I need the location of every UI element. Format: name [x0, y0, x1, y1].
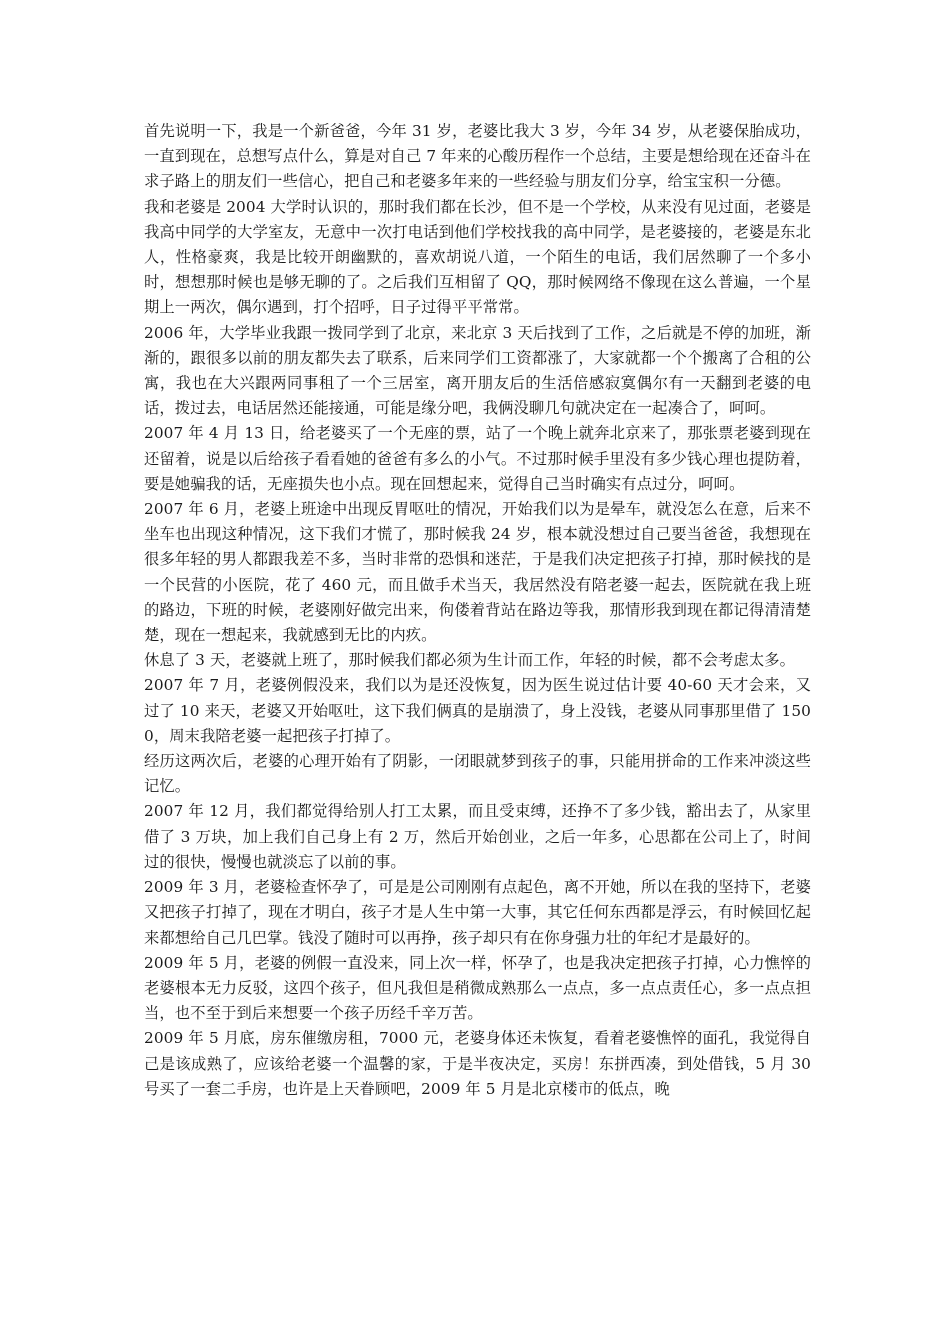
- paragraph-2007-july: 2007 年 7 月，老婆例假没来，我们以为是还没恢复，因为医生说过估计要 40-60 天才会来，又过了 10 来天，老婆又开始呕吐，这下我们俩真的是崩溃了，身上没钱，老婆从同事那里借了 1500，周末我陪老婆一起把孩子打掉了。: [144, 676, 811, 745]
- paragraph-2009-may-end: 2009 年 5 月底，房东催缴房租，7000 元，老婆身体还未恢复，看着老婆憔悴的面孔，我觉得自己是该成熟了，应该给老婆一个温馨的家，于是半夜决定，买房！东拼西凑，到处借钱，5 月 30 号买了一套二手房，也许是上天眷顾吧，2009 年 5 月是北京楼市的低点，晚: [144, 1029, 811, 1098]
- paragraph-meeting: 我和老婆是 2004 大学时认识的，那时我们都在长沙，但不是一个学校，从来没有见过面，老婆是我高中同学的大学室友，无意中一次打电话到他们学校找我的高中同学，是老婆接的，老婆是东北人，性格豪爽，我是比较开朗幽默的，喜欢胡说八道，一个陌生的电话，我们居然聊了一个多小时，想想那时候也是够无聊的了。之后我们互相留了 QQ，那时候网络不像现在这么普遍，一个星期上一两次，偶尔遇到，打个招呼，日子过得平平常常。: [144, 197, 811, 317]
- paragraph-rest: 休息了 3 天，老婆就上班了，那时候我们都必须为生计而工作，年轻的时候，都不会考虑太多。: [144, 651, 796, 670]
- paragraph-2006: 2006 年，大学毕业我跟一拨同学到了北京，来北京 3 天后找到了工作，之后就是不停的加班，渐渐的，跟很多以前的朋友都失去了联系，后来同学们工资都涨了，大家就都一个个搬离了合租的公寓，我也在大兴跟两同事租了一个三居室，离开朋友后的生活倍感寂寞偶尔有一天翻到老婆的电话，拨过去，电话居然还能接通，可能是缘分吧，我俩没聊几句就决定在一起凑合了，呵呵。: [144, 323, 811, 418]
- paragraph-2009-may: 2009 年 5 月，老婆的例假一直没来，同上次一样，怀孕了，也是我决定把孩子打掉，心力憔悴的老婆根本无力反驳，这四个孩子，但凡我但是稍微成熟那么一点点，多一点点责任心，多一点点担当，也不至于到后来想要一个孩子历经千辛万苦。: [144, 953, 811, 1023]
- paragraph-2009-march: 2009 年 3 月，老婆检查怀孕了，可是是公司刚刚有点起色，离不开她，所以在我的坚持下，老婆又把孩子打掉了，现在才明白，孩子才是人生中第一大事，其它任何东西都是浮云，有时候回忆起来都想给自己几巴掌。钱没了随时可以再挣，孩子却只有在你身强力壮的年纪才是最好的。: [144, 878, 811, 947]
- paragraph-2007-june: 2007 年 6 月，老婆上班途中出现反胃呕吐的情况，开始我们以为是晕车，就没怎么在意，后来不坐车也出现这种情况，这下我们才慌了，那时候我 24 岁，根本就没想过自己要当爸爸，我想现在很多年轻的男人都跟我差不多，当时非常的恐惧和迷茫，于是我们决定把孩子打掉，那时候找的是一个民营的小医院，花了 460 元，而且做手术当天，我居然没有陪老婆一起去，医院就在我上班的路边，下班的时候，老婆刚好做完出来，佝偻着背站在路边等我，那情形我到现在都记得清清楚楚，现在一想起来，我就感到无比的内疚。: [144, 500, 811, 645]
- paragraph-shadow: 经历这两次后，老婆的心理开始有了阴影，一闭眼就梦到孩子的事，只能用拼命的工作来冲淡这些记忆。: [144, 752, 811, 796]
- document-body: [144, 119, 811, 1102]
- paragraph-intro: 首先说明一下，我是一个新爸爸，今年 31 岁，老婆比我大 3 岁，今年 34 岁，从老婆保胎成功，一直到现在，总想写点什么，算是对自己 7 年来的心酸历程作一个总结，主要是想给现在还奋斗在求子路上的朋友们一些信心，把自己和老婆多年来的一些经验与朋友们分享，给宝宝积一分德。: [144, 122, 811, 191]
- paragraph-2007-december: 2007 年 12 月，我们都觉得给别人打工太累，而且受束缚，还挣不了多少钱，豁出去了，从家里借了 3 万块，加上我们自己身上有 2 万，然后开始创业，之后一年多，心思都在公司上了，时间过的很快，慢慢也就淡忘了以前的事。: [144, 802, 811, 871]
- paragraph-2007-april: 2007 年 4 月 13 日，给老婆买了一个无座的票，站了一个晚上就奔北京来了，那张票老婆到现在还留着，说是以后给孩子看看她的爸爸有多么的小气。不过那时候手里没有多少钱心理也提防着，要是她骗我的话，无座损失也小点。现在回想起来，觉得自己当时确实有点过分，呵呵。: [144, 424, 811, 493]
